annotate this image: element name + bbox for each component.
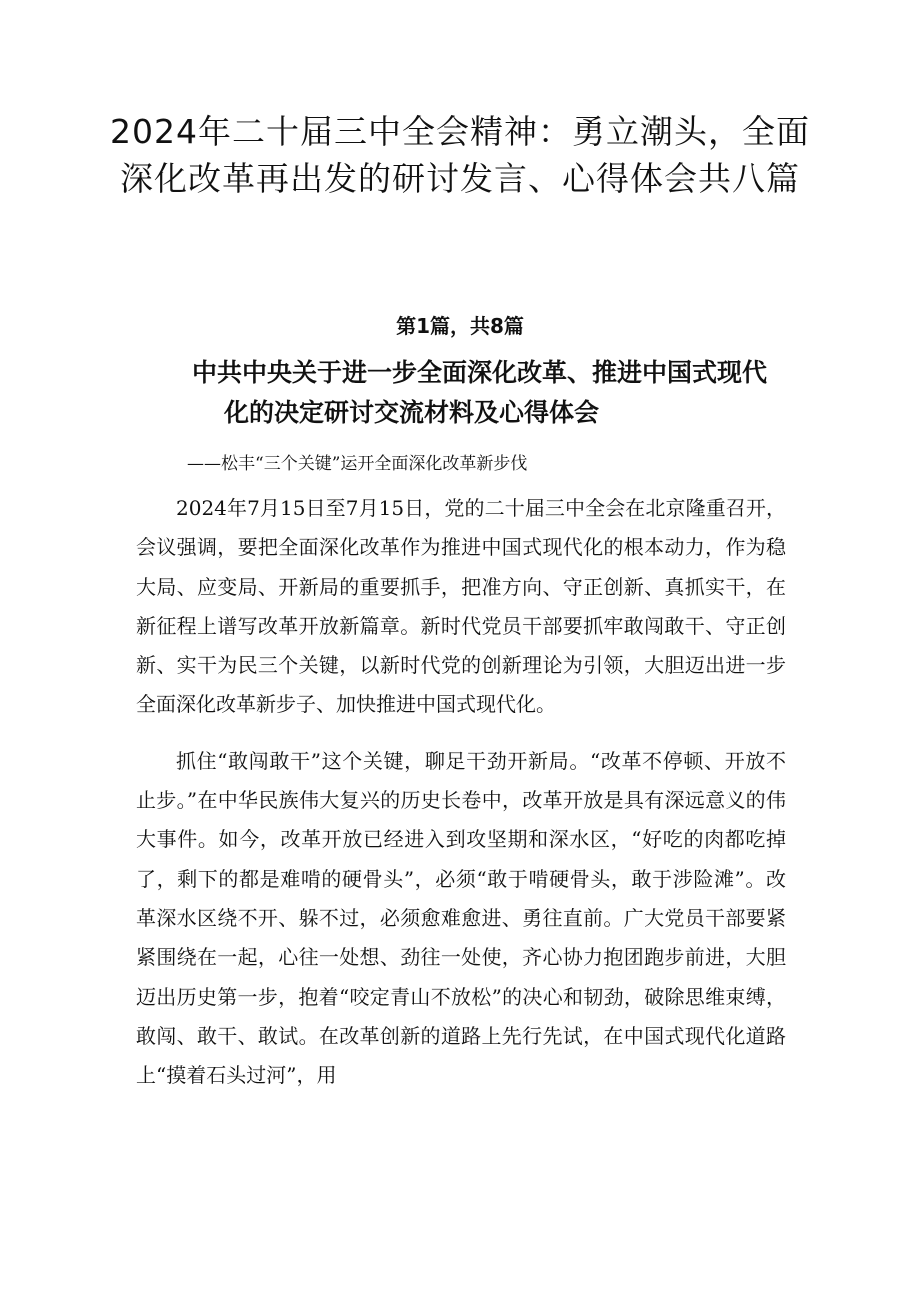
subtitle-line-1: 中共中央关于进一步全面深化改革、推进中国式现代 [192, 358, 768, 387]
paragraph: 2024年7月15日至7月15日，党的二十届三中全会在北京隆重召开，会议强调，要把全面深化改革作为推进中国式现代化的根本动力，作为稳大局、应变局、开新局的重要抓手，把准方向、守正创新、真抓实干，在新征程上谱写改革开放新篇章。新时代党员干部要抓牢敢闯敢干、守正创新、实干为民三个关键，以新时代党的创新理论为引领，大胆迈出进一步全面深化改革新步子、加快推进中国式现代化。 [136, 496, 786, 717]
subtitle-line-2: 化的决定研讨交流材料及心得体会 [224, 398, 600, 427]
article-body [136, 489, 786, 1112]
byline: ——松丰“三个关键”运开全面深化改革新步伐 [187, 454, 528, 474]
article-subtitle [180, 353, 800, 433]
document-title: 2024年二十届三中全会精神：勇立潮头，全面深化改革再出发的研讨发言、心得体会共八篇 [110, 112, 810, 198]
paragraph: 抓住“敢闯敢干”这个关键，聊足干劲开新局。“改革不停顿、开放不止步。”在中华民族伟大复兴的历史长卷中，改革开放是具有深远意义的伟大事件。如今，改革开放已经进入到攻坚期和深水区，“好吃的肉都吃掉了，剩下的都是难啃的硬骨头”，必须“敢于啃硬骨头，敢于涉险滩”。改革深水区绕不开、躲不过，必须愈难愈进、勇往直前。广大党员干部要紧紧围绕在一起，心往一处想、劲往一处使，齐心协力抱团跑步前进，大胆迈出历史第一步，抱着“咬定青山不放松”的决心和韧劲，破除思维束缚，敢闯、敢干、敢试。在改革创新的道路上先行先试，在中国式现代化道路上“摸着石头过河”，用 [136, 748, 786, 1088]
part-label: 第1篇，共8篇 [396, 314, 524, 338]
